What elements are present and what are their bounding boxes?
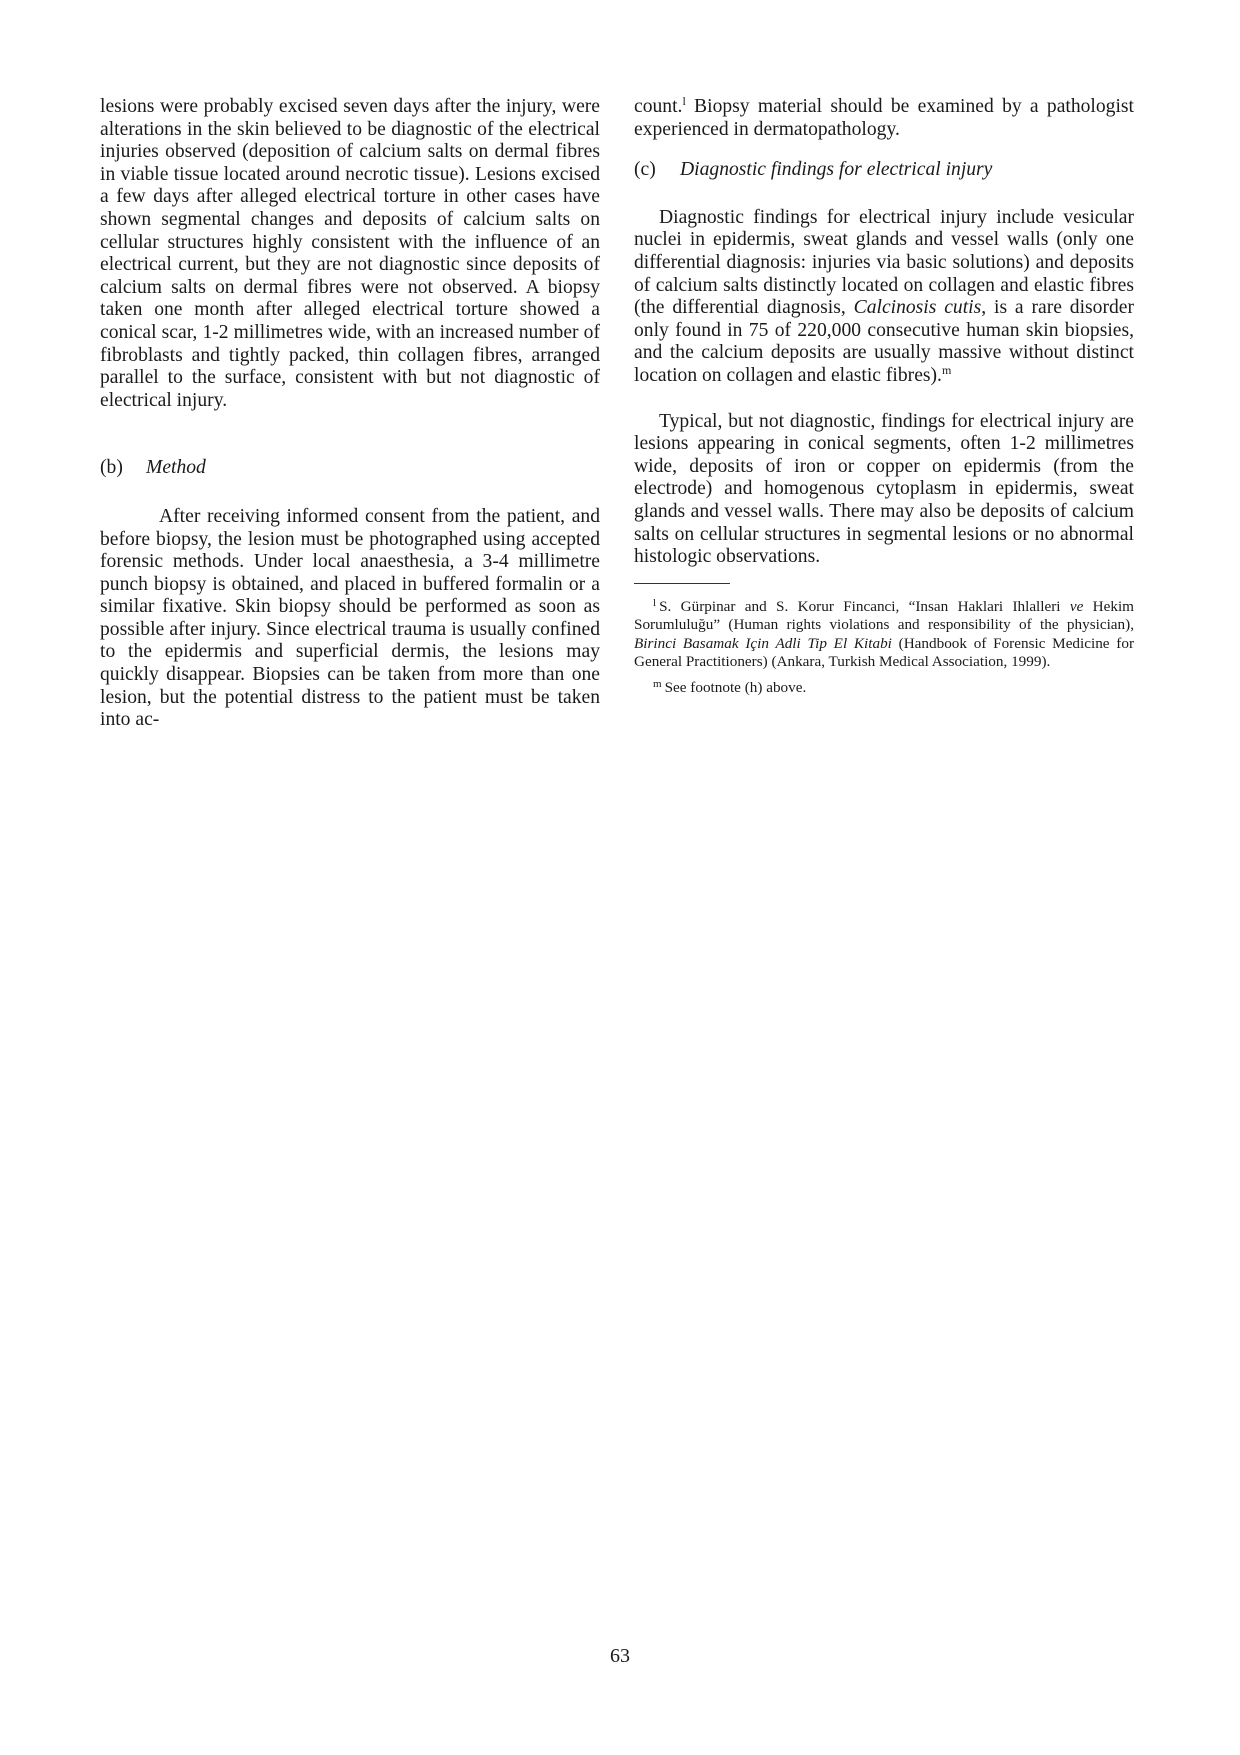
section-number: (b): [100, 457, 123, 479]
body-paragraph: Typical, but not diagnostic, findings for electrical injury are lesions appearing in conical segments, often 1-2 millimetres wide, deposits of iron or copper on epidermis (from the electrode) and homogenous cytoplasm in epidermis, sweat glands and vessel walls. There may also be deposits of calcium salts on cellular structures in segmental lesions or no abnormal histologic observations.: [634, 410, 1134, 568]
italic-term: Calcinosis cutis: [853, 297, 982, 319]
footnote-reference: m: [941, 362, 952, 377]
section-title: Method: [146, 457, 206, 479]
footnote-reference: l: [682, 94, 686, 108]
footnote-mark: m: [653, 678, 662, 691]
section-number: (c): [634, 159, 656, 181]
body-paragraph: lesions were probably excised seven days after the injury, were alterations in the skin believed to be diagnostic of the electrical injuries observed (deposition of calcium salts on dermal fibres in viable tissue located around necrotic tissue). Lesions excised a few days after alleged electrical torture in other cases have shown segmental changes and deposits of calcium salts on cellular structures highly consistent with the influence of an electrical current, but they are not diagnostic since deposits of calcium salts on dermal fibres were not observed. A biopsy taken one month after alleged electrical torture showed a conical scar, 1-2 millimetres wide, with an increased number of fibroblasts and tightly packed, thin collagen fibres, arranged parallel to the surface, consistent with but not diagnostic of electrical injury.: [100, 96, 600, 411]
body-paragraph: count.$^l$ Biopsy material should be examined by a pathologist experienced in dermatopathology.: [634, 94, 1134, 140]
footnote: $^m$ See footnote (h) above.: [653, 678, 807, 697]
section-title: Diagnostic findings for electrical injury: [680, 159, 993, 181]
section-heading-b: [100, 457, 600, 480]
body-paragraph: Diagnostic findings for electrical injury include vesicular nuclei in epidermis, sweat glands and vessel walls (only one differential diagnosis: injuries via basic solutions) and deposits of calcium salts distinctly located on collagen and elastic fibres (the differential diagnosis, Calcinosis cutis, is a rare disorder only found in 75 of 220,000 consecutive human skin biopsies, and the calcium deposits are usually massive without distinct location on collagen and elastic fibres).$^m$: [634, 206, 1134, 386]
footnote-mark: l: [653, 596, 657, 609]
right-column: [634, 96, 1134, 698]
footnote-divider: [634, 583, 730, 584]
section-heading-c: [634, 159, 1134, 182]
left-column: [100, 96, 600, 732]
page-number: 63: [610, 1645, 630, 1667]
footnote: $^l$ S. Gürpinar and S. Korur Fincanci, “Insan Haklari Ihlalleri ve Hekim Sorumluluğu” (Human rights violations and responsibility of the physician), Birinci Basamak Için Adli Tip El Kitabi (Handbook of Forensic Medicine for General Practitioners) (Ankara, Turkish Medical Association, 1999).: [634, 596, 1134, 670]
body-paragraph: After receiving informed consent from the patient, and before biopsy, the lesion must be photographed using accepted forensic methods. Under local anaesthesia, a 3-4 millimetre punch biopsy is obtained, and placed in buffered formalin or a similar fixative. Skin biopsy should be performed as soon as possible after injury. Since electrical trauma is usually confined to the epidermis and superficial dermis, the lesions may quickly disappear. Biopsies can be taken from more than one lesion, but the potential distress to the patient must be taken into ac-: [100, 505, 600, 731]
